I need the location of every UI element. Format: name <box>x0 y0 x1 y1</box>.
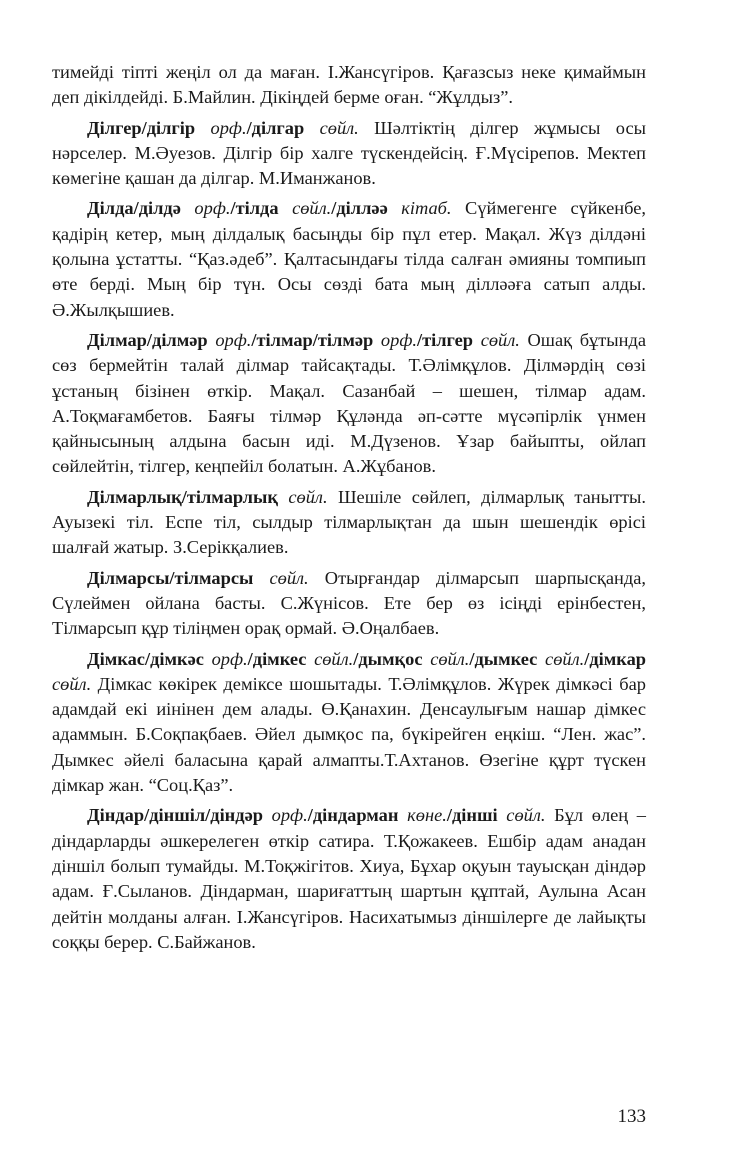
usage-label: сөйл. <box>269 567 309 588</box>
headword: /діншi <box>446 805 498 826</box>
page-number: 133 <box>617 1106 646 1127</box>
entry-text: тимейді тіпті жеңіл ол да маған. І.Жансүгіров. Қағазсыз неке қимаймын деп дікілдейді. Б.Майлин. Дікіңдей берме оған. “Жұлдыз”. <box>52 62 646 108</box>
dictionary-entry <box>52 647 646 799</box>
headword: /діндарман <box>307 805 399 826</box>
usage-label: көне. <box>407 805 447 826</box>
headword: Ділмар/ділмәр <box>87 329 208 350</box>
entry-text: Шешіле сөйлеп, ділмарлық танытты. Ауызекі тіл. Еспе тіл, сылдыр тілмарлықтан да шын шешендік өрісі шалғай жатыр. З.Серікқалиев. <box>52 486 646 558</box>
dictionary-entry <box>52 196 646 322</box>
entry-text <box>279 198 293 218</box>
entry-text <box>204 649 212 669</box>
entry-text <box>306 649 314 669</box>
headword: Ділмарсы/тілмарсы <box>87 567 254 588</box>
headword: /тілгер <box>416 329 474 350</box>
headword: /тілмар/тілмәр <box>251 329 374 350</box>
entry-text: Бұл өлең – діндарларды әшкерелеген өткір сатира. Т.Қожакеев. Ешбір адам анадан діншіл болып тумайды. М.Тоқжігітов. Хиуа, Бұхар оқуын тауысқан діндәр адам. Ғ.Сыланов. Діндарман, шариғаттың шартын құптай, Аулына Асан дейтін молданы алған. І.Жансүгіров. Насихатымыз діншілерге де лайықты соққы берер. С.Байжанов. <box>52 805 646 952</box>
headword: Ділмарлық/тілмарлық <box>87 486 278 507</box>
headword: Ділгер/ділгір <box>87 117 196 138</box>
entry-text: Сүймегенге сүйкенбе, қадірің кетер, мың ділдалық басыңды бір пұл етер. Мақал. Жүз ділдәні қолына ұстатты. “Қаз.әдеб”. Қалтасындағы тілда салған әмияны томпиып өте берді. Мың бір түн. Осы сөзді бата мың ділләәға сатып алды. Ә.Жылқышиев. <box>52 198 646 320</box>
headword: Діндар/діншіл/діндәр <box>87 805 263 826</box>
entry-text: Дімкас көкірек деміксе шошытады. Т.Әлімқұлов. Жүрек дімкәсі бар адамдай екі иінінен дем алады. Ө.Қанахин. Денсаулығым нашар дімкес адаммын. Б.Соқпақбаев. Әйел дымқос па, бүкірейген еңкіш. “Лен. жас”. Дымкес әйелі баласына қарай алмапты.Т.Ахтанов. Өзегіне құрт түскен дімкар жан. “Соц.Қаз”. <box>52 673 646 796</box>
entry-text: Отырғандар ділмарсып шарпысқанда, Сүлеймен ойлана басты. С.Жүнісов. Ете бер өз ісіңді ерінбестен, Тілмарсып құр тіліңмен орақ ормай. Ә.Оңалбаев. <box>52 567 646 639</box>
entry-text <box>473 330 481 350</box>
entry-text <box>253 568 269 588</box>
dictionary-page <box>52 60 646 960</box>
dictionary-entry <box>52 328 646 480</box>
usage-label: сөйл. <box>545 648 585 669</box>
headword: Дімкас/дімкәс <box>87 648 204 669</box>
usage-label: орф. <box>210 117 247 138</box>
headword: /дімкес <box>247 648 307 669</box>
entry-text <box>398 805 407 825</box>
usage-label: орф. <box>271 805 308 826</box>
entry-continuation <box>52 60 646 111</box>
usage-label: орф. <box>380 329 417 350</box>
usage-label: сөйл. <box>480 329 520 350</box>
headword: /тілда <box>230 198 279 219</box>
usage-label: сөйл. <box>52 673 92 694</box>
entry-text: Шәлтіктің ділгер жұмысы осы нәрселер. М.Әуезов. Ділгір бір халге түскендейсің. Ғ.Мүсірепов. Мектеп көмегіне қашан да ділгар. М.Иманжанов. <box>52 117 646 189</box>
usage-label: кітаб. <box>401 198 452 219</box>
usage-label: сөйл. <box>430 648 470 669</box>
dictionary-entry <box>52 566 646 642</box>
entry-text <box>537 649 545 669</box>
headword: /ділләә <box>331 198 388 219</box>
headword: /дымкес <box>469 648 538 669</box>
entry-text <box>278 487 288 507</box>
usage-label: орф. <box>194 198 231 219</box>
entry-text: Ошақ бұтында сөз бермейтін талай ділмар тайсақтады. Т.Әлімқұлов. Ділмәрдің сөзі ұстаның бізінен өткір. Мақал. Сазанбай – шешен, тілмар адам. А.Тоқмағамбетов. Баяғы тілмәр Құләнда әп-сәтте мүсәпірлік үнмен қайнысының алдына басын иді. М.Дүзенов. Ұзар байыпты, ойлап сөйлейтін, тілгер, кеңпейіл болатын. А.Жұбанов. <box>52 329 647 477</box>
entry-text <box>304 118 319 138</box>
usage-label: сөйл. <box>288 486 328 507</box>
entry-text <box>388 198 402 218</box>
usage-label: сөйл. <box>314 648 354 669</box>
entry-text <box>373 330 381 350</box>
entry-list <box>52 60 646 955</box>
dictionary-entry <box>52 803 646 955</box>
usage-label: сөйл. <box>506 805 546 826</box>
usage-label: орф. <box>211 648 248 669</box>
headword: /ділгар <box>246 117 305 138</box>
dictionary-entry <box>52 116 646 192</box>
entry-text <box>195 118 210 138</box>
headword: /дімкар <box>584 648 646 669</box>
entry-text <box>498 805 507 825</box>
headword: Ділда/ділдә <box>87 198 181 219</box>
dictionary-entry <box>52 485 646 561</box>
usage-label: орф. <box>215 329 252 350</box>
entry-text <box>263 805 272 825</box>
usage-label: сөйл. <box>292 198 332 219</box>
headword: /дымқос <box>353 648 423 669</box>
usage-label: сөйл. <box>319 117 359 138</box>
entry-text <box>181 198 195 218</box>
